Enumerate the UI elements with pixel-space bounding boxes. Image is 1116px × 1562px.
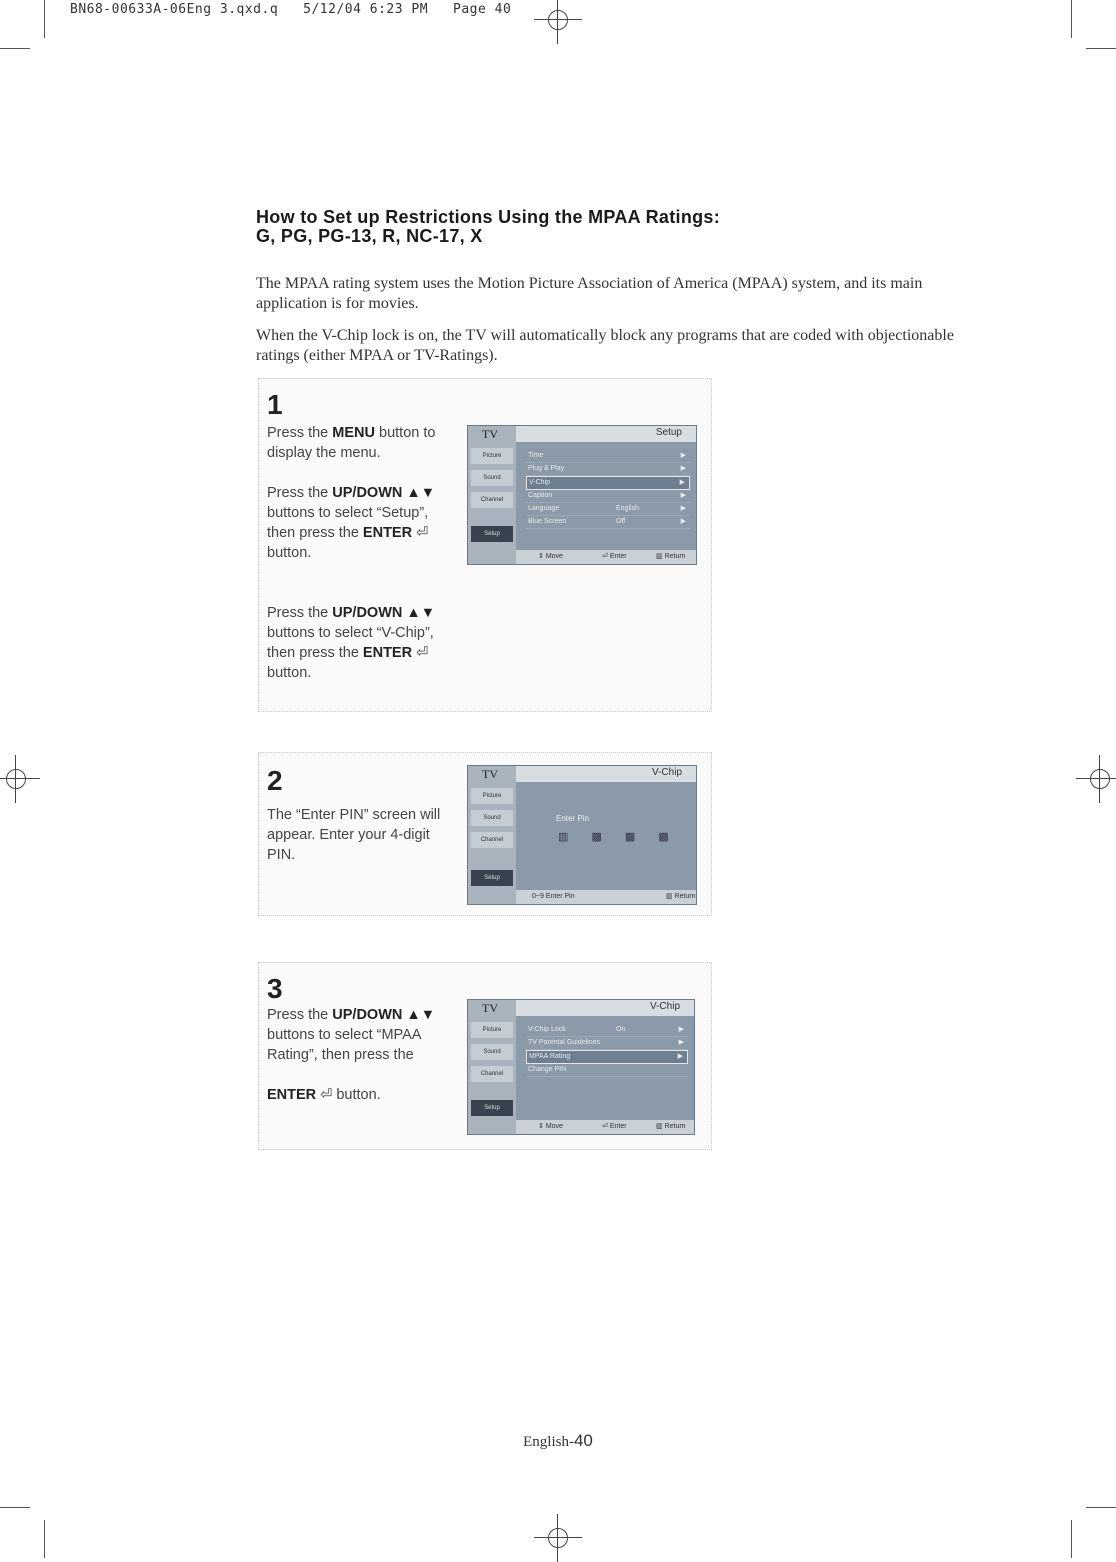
step-3-instruction-b: ENTER ⏎ button. bbox=[267, 1087, 381, 1103]
crop-mark bbox=[1071, 0, 1072, 38]
tv-side-item: Picture bbox=[471, 788, 513, 804]
step-number: 2 bbox=[267, 765, 283, 796]
step-number: 3 bbox=[267, 973, 283, 1004]
tv-menu-footer: 0~9 Enter Pin ▥ Return bbox=[516, 890, 696, 904]
registration-mark-right bbox=[1084, 763, 1116, 795]
tv-menu-footer: ⇕ Move ⏎ Enter ▥ Return bbox=[516, 550, 696, 564]
tv-side-item: Channel bbox=[471, 492, 513, 508]
tv-menu-item: Change PIN bbox=[526, 1064, 688, 1077]
tv-menu-header bbox=[516, 1000, 694, 1016]
tv-side-item-selected: Setup bbox=[471, 526, 513, 542]
crop-mark bbox=[0, 1507, 30, 1508]
tv-enter-pin-screen bbox=[467, 765, 697, 905]
section-title-line2: G, PG, PG-13, R, NC-17, X bbox=[256, 226, 483, 246]
enter-icon: ⏎ bbox=[316, 1087, 333, 1103]
tv-side-item: Sound bbox=[471, 470, 513, 486]
tv-menu-item: TV Parental Guidelines ▶ bbox=[526, 1037, 688, 1050]
step-2-box bbox=[258, 752, 712, 916]
tv-logo: TV bbox=[482, 767, 498, 781]
tv-side-item: Picture bbox=[471, 1022, 513, 1038]
footer-language: English- bbox=[523, 1434, 574, 1450]
tv-menu-header bbox=[516, 426, 696, 442]
tv-side-menu bbox=[468, 426, 516, 564]
section-title-line1: How to Set up Restrictions Using the MPAA Ratings: bbox=[256, 207, 721, 227]
step-1-instruction-c: Press the UP/DOWN ▲▼ buttons to select “V-Chip”, then press the ENTER ⏎ button. bbox=[267, 605, 436, 681]
tv-menu-title: V-Chip bbox=[651, 767, 682, 778]
vchip-paragraph: When the V-Chip lock is on, the TV will automatically block any programs that are coded with objectionable ratings (either MPAA or TV-Ratings). bbox=[256, 327, 954, 364]
tv-menu-item-selected: MPAA Rating ▶ bbox=[526, 1050, 688, 1064]
crop-mark bbox=[44, 1520, 45, 1558]
tv-side-item: Sound bbox=[471, 810, 513, 826]
enter-icon: ⏎ bbox=[412, 525, 429, 541]
tv-side-menu bbox=[468, 766, 516, 904]
tv-menu-item-selected: V-Chip ▶ bbox=[526, 476, 690, 490]
tv-menu-title: V-Chip bbox=[649, 1001, 680, 1012]
page-footer bbox=[0, 1431, 1116, 1451]
tv-side-item: Channel bbox=[471, 832, 513, 848]
enter-icon: ⏎ bbox=[412, 645, 429, 661]
tv-side-item: Picture bbox=[471, 448, 513, 464]
intro-paragraph: The MPAA rating system uses the Motion Picture Association of America (MPAA) system, and its main application is for movies. bbox=[256, 275, 923, 312]
tv-menu-item: V-Chip Lock On ▶ bbox=[526, 1024, 688, 1037]
step-2-instruction: The “Enter PIN” screen will appear. Enter your 4-digit PIN. bbox=[267, 807, 441, 863]
tv-side-item-selected: Setup bbox=[471, 870, 513, 886]
tv-vchip-menu-screen bbox=[467, 999, 695, 1135]
tv-menu-footer: ⇕ Move ⏎ Enter ▥ Return bbox=[516, 1120, 694, 1134]
crop-mark bbox=[1086, 48, 1116, 49]
pin-digit-boxes: ▥ ▩ ▩ ▩ bbox=[558, 831, 679, 843]
tv-menu-list bbox=[526, 450, 690, 529]
section-title bbox=[256, 208, 720, 246]
step-3-instruction-a: Press the UP/DOWN ▲▼ buttons to select “MPAA Rating”, then press the bbox=[267, 1007, 436, 1063]
tv-menu-item: Caption ▶ bbox=[526, 490, 690, 503]
step-3-box bbox=[258, 962, 712, 1150]
tv-menu-item: Language English ▶ bbox=[526, 503, 690, 516]
pin-prompt: Enter Pin bbox=[556, 814, 589, 823]
registration-mark-bottom bbox=[542, 1522, 574, 1554]
tv-menu-item: Time ▶ bbox=[526, 450, 690, 463]
tv-menu-item: Plug & Play ▶ bbox=[526, 463, 690, 476]
tv-logo: TV bbox=[482, 1001, 498, 1015]
page-number: 40 bbox=[573, 1431, 593, 1450]
step-1-instruction-a: Press the MENU button to display the menu. bbox=[267, 425, 436, 461]
tv-side-menu bbox=[468, 1000, 516, 1134]
registration-mark-top bbox=[542, 4, 574, 36]
tv-menu-list bbox=[526, 1024, 688, 1077]
tv-logo: TV bbox=[482, 427, 498, 441]
tv-side-item: Channel bbox=[471, 1066, 513, 1082]
step-1-box bbox=[258, 378, 712, 712]
step-number: 1 bbox=[267, 389, 283, 420]
tv-menu-title: Setup bbox=[655, 427, 682, 438]
crop-mark bbox=[1086, 1507, 1116, 1508]
step-1-instruction-b: Press the UP/DOWN ▲▼ buttons to select “Setup”, then press the ENTER ⏎ button. bbox=[267, 485, 436, 561]
tv-setup-menu-screen bbox=[467, 425, 697, 565]
tv-menu-header bbox=[516, 766, 696, 782]
tv-side-item: Sound bbox=[471, 1044, 513, 1060]
registration-mark-left bbox=[0, 763, 32, 795]
printer-slug: BN68-00633A-06Eng 3.qxd.q 5/12/04 6:23 PM Page 40 bbox=[70, 2, 512, 17]
crop-mark bbox=[1071, 1520, 1072, 1558]
crop-mark bbox=[0, 48, 30, 49]
crop-mark bbox=[44, 0, 45, 38]
tv-menu-item: Blue Screen Off ▶ bbox=[526, 516, 690, 529]
tv-side-item-selected: Setup bbox=[471, 1100, 513, 1116]
